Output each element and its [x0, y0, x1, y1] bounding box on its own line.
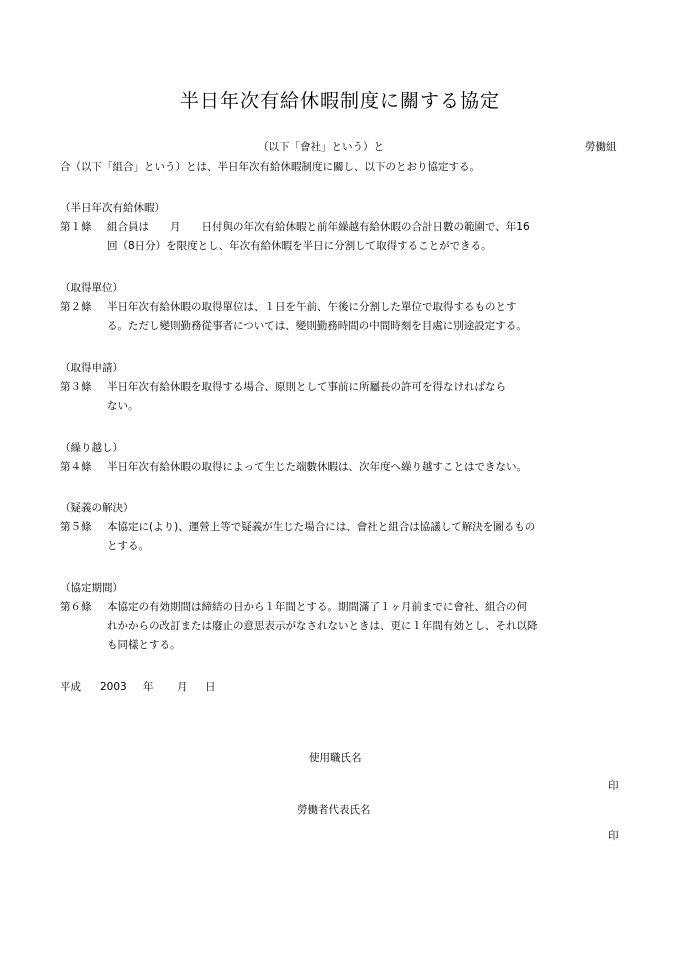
article-6-heading: （協定期間）	[60, 582, 123, 594]
article-6-number: 第６條	[60, 601, 92, 613]
article-2-heading: （取得單位）	[60, 282, 123, 294]
date-month-label: 月	[177, 681, 188, 693]
article-6-line-2: れかからの改訂または廢止の意思表示がなされないときは、更に１年間有効とし、それ以降	[107, 620, 538, 632]
article-3-line-2: ない。	[107, 400, 139, 412]
employer-seal: 印	[608, 780, 619, 792]
article-6-line-3: も同樣とする。	[107, 639, 181, 651]
article-2-number: 第２條	[60, 301, 92, 313]
worker-seal: 印	[608, 830, 619, 842]
article-4-number: 第４條	[60, 461, 92, 473]
page-title: 半日年次有給休暇制度に關する協定	[179, 90, 500, 112]
article-3-number: 第３條	[60, 381, 92, 393]
article-6-line-1: 本協定の有効期間は締結の日から１年間とする。期間滿了１ヶ月前までに會社、組合の何	[107, 601, 527, 613]
intro-line-1-left: （以下「會社」という）と	[258, 141, 384, 153]
date-year-label: 年	[143, 681, 154, 693]
article-1-heading: （半日年次有給休暇）	[60, 202, 165, 214]
article-3-line-1: 半日年次有給休暇を取得する場合、原則として事前に所屬長の許可を得なければなら	[107, 381, 506, 393]
article-4-heading: （繰り越し）	[60, 442, 123, 454]
article-3-heading: （取得申請）	[60, 362, 123, 374]
worker-representative-label: 勞働者代表氏名	[297, 804, 371, 816]
article-1-line-2: 回（8日分）を限度とし、年次有給休暇を半日に分割して取得することができる。	[107, 240, 492, 252]
article-2-line-2: る。ただし變則勤務從事者については、變則勤務時間の中間時刻を目處に別途設定する。	[107, 320, 527, 332]
employer-name-label: 使用職氏名	[309, 752, 362, 764]
intro-line-2: 合（以下「組合」という）とは、半日年次有給休暇制度に關し、以下のとおり協定する。	[60, 161, 480, 173]
date-year: 2003	[100, 681, 127, 693]
article-2-line-1: 半日年次有給休暇の取得單位は、１日を午前、午後に分割した單位で取得するものとす	[107, 301, 517, 313]
article-5-line-1: 本協定に(より)、運營上等で疑義が生じた場合には、會社と組合は協議して解決を圖るもの	[107, 521, 536, 533]
article-5-line-2: とする。	[107, 540, 149, 552]
article-1-line-1: 組合員は 月 日付與の年次有給休暇と前年繰越有給休暇の合計日數の範圍で、年16	[107, 221, 530, 233]
intro-line-1-right: 勞働組	[585, 141, 617, 153]
article-1-number: 第１條	[60, 221, 92, 233]
date-day-label: 日	[205, 681, 216, 693]
date-era: 平成	[60, 681, 81, 693]
article-4-line-1: 半日年次有給休暇の取得によって生じた端數休暇は、次年度へ繰り越すことはできない。	[107, 461, 527, 473]
article-5-number: 第５條	[60, 521, 92, 533]
article-5-heading: （疑義の解決）	[60, 502, 134, 514]
